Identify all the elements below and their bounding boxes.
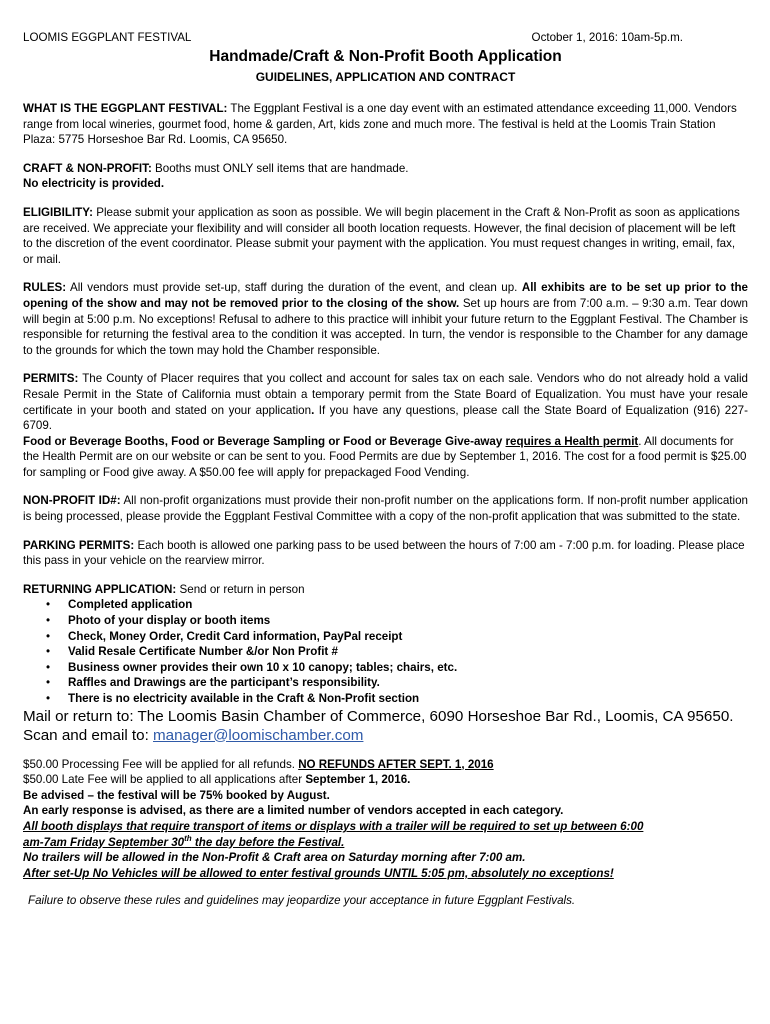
list-item: • There is no electricity available in the Craft & Non-Profit section [23, 691, 748, 707]
document-subtitle: GUIDELINES, APPLICATION AND CONTRACT [255, 70, 516, 84]
section-eligibility-label: ELIGIBILITY: [23, 205, 93, 219]
section-nonprofit-text: All non-profit organizations must provide their non-profit number on the applications form. If non-profit number application is being processed, please provide the Eggplant Festival Committee with a copy of the non-profit application that was submitted to the state. [23, 494, 748, 524]
section-parking [23, 538, 748, 569]
section-permits-text-1: The County of Placer requires that you collect and account for sales tax on each sale. Vendors who do not already hold a valid Resale Permit in the State of California must obtain a temporary permit from the State Board of Equalization. You must have your resale certificate in your booth and stated on your application [23, 372, 748, 417]
section-what [23, 101, 748, 148]
document-title: Handmade/Craft & Non-Profit Booth Application [209, 48, 562, 65]
no-electricity-note: No electricity is provided. [23, 177, 165, 191]
list-item: • Check, Money Order, Credit Card information, PayPal receipt [23, 629, 748, 645]
festival-date: October 1, 2016: 10am-5p.m. [531, 31, 683, 44]
document-page [23, 30, 748, 909]
processing-fee-text: $50.00 Processing Fee will be applied for all refunds. [23, 757, 299, 771]
food-permit-bold: Food or Beverage Booths, Food or Beverage Sampling or Food or Beverage Give-away [23, 434, 506, 448]
footer-note: Failure to observe these rules and guidelines may jeopardize your acceptance in future Eggplant Festivals. [28, 894, 576, 908]
section-permits-dot: . [311, 403, 315, 417]
no-vehicles-notice: After set-Up No Vehicles will be allowed to enter festival grounds UNTIL 5:05 pm, absolutely no exceptions! [23, 866, 614, 880]
festival-name: LOOMIS EGGPLANT FESTIVAL [23, 31, 192, 44]
section-rules-text-2: Set up hours are from 7:00 a.m. – 9:30 a.m. Tear down will begin at 5:00 p.m. No exceptions! Refusal to adhere to this practice will inhibit your future return to the Eggplant Festival. The Chamber is responsible for returning the festival area to the condition it was accepted. In turn, the vendor is responsible to the Chamber for any damage to the grounds for which the town may hold the Chamber responsible. [23, 296, 748, 357]
section-rules-label: RULES: [23, 281, 67, 295]
section-returning-text: Send or return in person [176, 582, 305, 596]
list-item: • Valid Resale Certificate Number &/or Non Profit # [23, 644, 748, 660]
late-fee-line [23, 772, 748, 788]
no-refunds-notice: NO REFUNDS AFTER SEPT. 1, 2016 [298, 757, 494, 771]
returning-checklist [23, 597, 748, 706]
section-rules-bold: All exhibits are to be set up prior to the opening of the show and may not be removed prior to the closing of the show. [23, 281, 748, 310]
section-parking-text: Each booth is allowed one parking pass to be used between the hours of 7:00 am - 7:00 p.m. for loading. Please place this pass in your vehicle on the rearview mirror. [23, 538, 745, 568]
list-item: • Photo of your display or booth items [23, 613, 748, 629]
transport-text-1: All booth displays that require transport of items or displays with a trailer will be required to set up between 6:00 am-7am Friday September 30 [23, 819, 644, 849]
food-permit-text: . All documents for the Health Permit are on our website or can be sent to you. Food Permits are due by September 1, 2016. The cost for a food permit is $25.00 for sampling or Food give away. A $50.00 fee will apply for prepackaged Food Vending. [23, 434, 747, 479]
food-permit-paragraph [23, 434, 748, 481]
section-what-text: The Eggplant Festival is a one day event with an estimated attendance exceeding 11,000. Vendors range from local wineries, gourmet food, home & garden, Art, kids zone and much more. The festival is held at the Loomis Train Station Plaza: 5775 Horseshoe Bar Rd. Loomis, CA 95650. [23, 102, 737, 147]
transport-notice [23, 819, 663, 850]
section-permits [23, 371, 748, 433]
section-nonprofit [23, 493, 748, 524]
late-fee-text: $50.00 Late Fee will be applied to all applications after [23, 773, 306, 787]
section-rules-text-1: All vendors must provide set-up, staff during the duration of the event, and clean up. [66, 281, 522, 295]
scan-email-line [23, 726, 748, 745]
section-returning-label: RETURNING APPLICATION: [23, 582, 177, 596]
transport-text-2: the day before the Festival. [191, 835, 345, 849]
header-line [23, 30, 748, 45]
section-parking-label: PARKING PERMITS: [23, 538, 135, 552]
early-response-notice: An early response is advised, as there are a limited number of vendors accepted in each category. [23, 804, 564, 818]
email-link[interactable]: manager@loomischamber.com [153, 726, 364, 744]
list-item: • Raffles and Drawings are the participant’s responsibility. [23, 675, 748, 691]
health-permit-required: requires a Health permit [505, 434, 639, 448]
no-trailers-notice: No trailers will be allowed in the Non-Profit & Craft area on Saturday morning after 7:00 am. [23, 851, 526, 865]
section-craft-text: Booths must ONLY sell items that are handmade. [151, 161, 409, 175]
section-eligibility-text: Please submit your application as soon as possible. We will begin placement in the Craft & Non-Profit as soon as applications are received. We appreciate your flexibility and will consider all booth location requests. However, the final decision of placement will be left to the discretion of the event coordinator. Please submit your payment with the application. You must request changes in writing, email, fax, or mail. [23, 205, 740, 266]
section-what-label: WHAT IS THE EGGPLANT FESTIVAL: [23, 102, 228, 115]
late-fee-date: September 1, 2016. [305, 773, 411, 787]
section-permits-text-2: If you have any questions, please call the State Board of Equalization (916) 227-6709. [23, 403, 748, 433]
section-nonprofit-label: NON-PROFIT ID#: [23, 494, 121, 508]
section-eligibility [23, 205, 748, 267]
list-item: • Business owner provides their own 10 x 10 canopy; tables; chairs, etc. [23, 660, 748, 676]
list-item: • Completed application [23, 597, 748, 613]
mail-address: Mail or return to: The Loomis Basin Chamber of Commerce, 6090 Horseshoe Bar Rd., Loomis, CA 95650. [23, 707, 734, 725]
section-returning [23, 582, 748, 598]
booked-notice: Be advised – the festival will be 75% booked by August. [23, 788, 330, 802]
section-permits-label: PERMITS: [23, 372, 79, 386]
transport-sup: th [184, 833, 192, 843]
section-craft [23, 161, 748, 177]
scan-email-label: Scan and email to: [23, 726, 154, 744]
section-craft-label: CRAFT & NON-PROFIT: [23, 161, 152, 175]
section-rules [23, 280, 748, 358]
processing-fee-line [23, 757, 748, 773]
